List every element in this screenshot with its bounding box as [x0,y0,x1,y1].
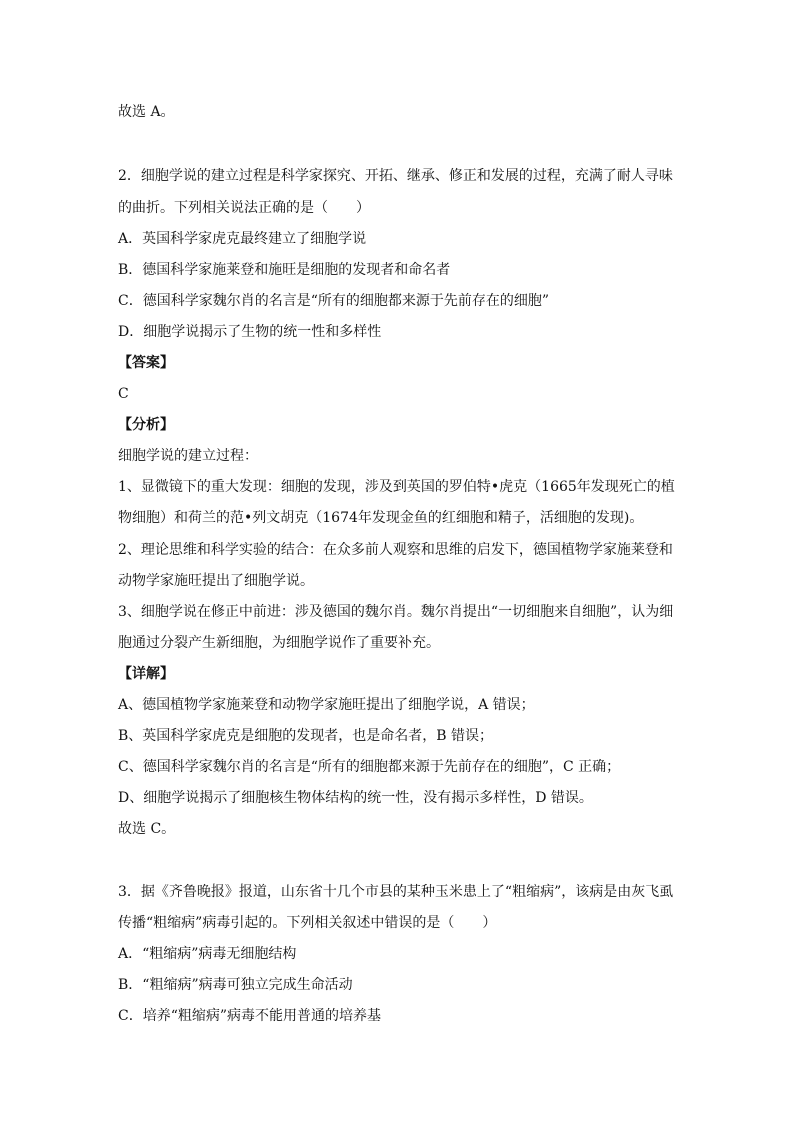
question-2-option-d: D．细胞学说揭示了生物的统一性和多样性 [118,324,382,340]
analysis-line-7: 胞通过分裂产生新细胞，为细胞学说作了重要补充。 [118,635,440,651]
detail-line-a: A、德国植物学家施莱登和动物学家施旺提出了细胞学说，A 错误； [118,697,535,713]
analysis-line-1: 细胞学说的建立过程： [118,448,258,464]
question-3-stem-line-2: 传播“粗缩病”病毒引起的。下列相关叙述中错误的是（ ） [118,915,497,931]
answer-line-q1: 故选 A。 [118,104,175,120]
analysis-line-2: 1、显微镜下的重大发现：细胞的发现，涉及到英国的罗伯特•虎克（1665年发现死亡的植 [118,479,675,495]
answer-heading: 【答案】 [118,355,174,371]
question-2-stem-line-2: 的曲折。下列相关说法正确的是（ ） [118,200,370,216]
analysis-line-4: 2、理论思维和科学实验的结合：在众多前人观察和思维的启发下，德国植物学家施莱登和 [118,542,673,558]
question-2-stem-line-1: 2．细胞学说的建立过程是科学家探究、开拓、继承、修正和发展的过程，充满了耐人寻味 [118,168,673,184]
detail-line-c: C、德国科学家魏尔肖的名言是“所有的细胞都来源于先前存在的细胞”，C 正确； [118,759,621,775]
answer-value: C [118,386,129,402]
analysis-line-6: 3、细胞学说在修正中前进：涉及德国的魏尔肖。魏尔肖提出“一切细胞来自细胞”，认为细 [118,604,674,620]
detail-line-d: D、细胞学说揭示了细胞核生物体结构的统一性，没有揭示多样性，D 错误。 [118,790,593,806]
question-3-option-c: C．培养“粗缩病”病毒不能用普通的培养基 [118,1008,382,1024]
detail-heading: 【详解】 [118,666,174,682]
analysis-line-5: 动物学家施旺提出了细胞学说。 [118,573,314,589]
question-2-option-b: B．德国科学家施莱登和施旺是细胞的发现者和命名者 [118,262,451,278]
question-3-option-b: B．“粗缩病”病毒可独立完成生命活动 [118,977,353,993]
analysis-heading: 【分析】 [118,417,174,433]
detail-line-b: B、英国科学家虎克是细胞的发现者，也是命名者，B 错误； [118,728,494,744]
question-3-option-a: A．“粗缩病”病毒无细胞结构 [118,946,297,962]
answer-line-q2: 故选 C。 [118,821,176,837]
question-3-stem-line-1: 3．据《齐鲁晚报》报道，山东省十几个市县的某种玉米患上了“粗缩病”，该病是由灰飞虱 [118,884,674,900]
question-2-option-a: A．英国科学家虎克最终建立了细胞学说 [118,231,367,247]
question-2-option-c: C．德国科学家魏尔肖的名言是“所有的细胞都来源于先前存在的细胞” [118,293,550,309]
analysis-line-3: 物细胞）和荷兰的范•列文胡克（1674年发现金鱼的红细胞和精子，活细胞的发现)。 [118,510,644,526]
